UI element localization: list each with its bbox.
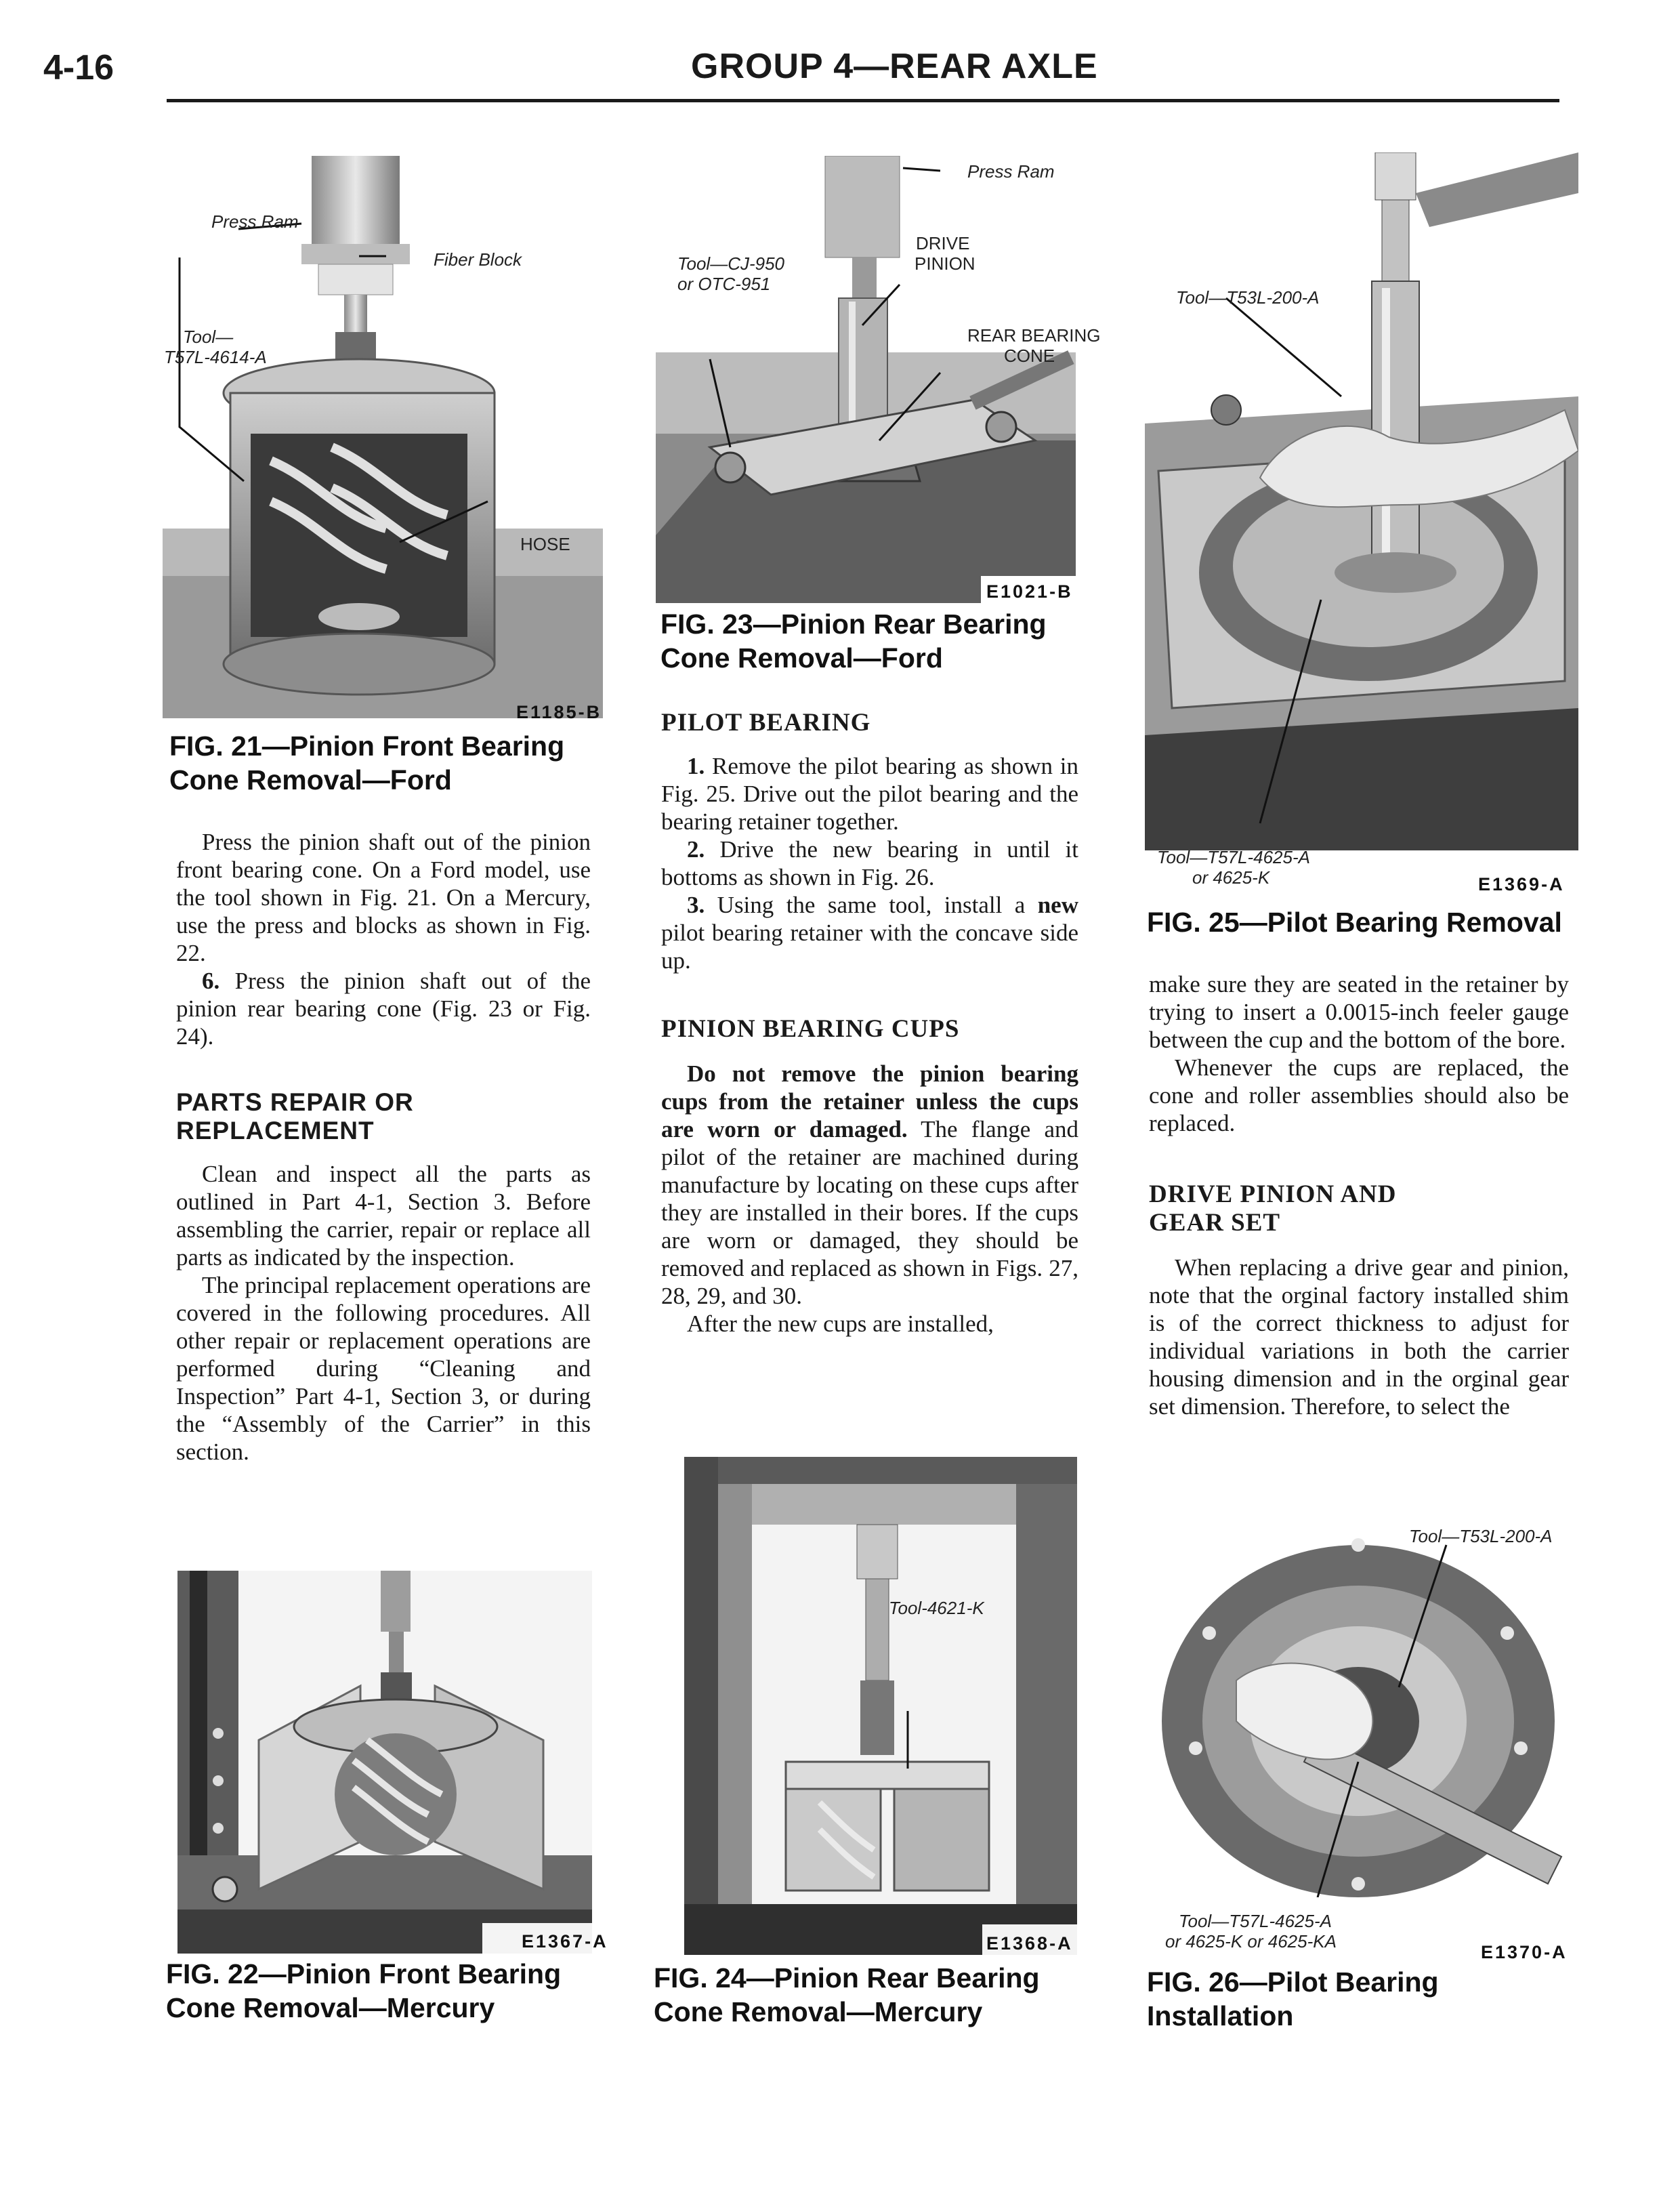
col1-step6-text: Press the pinion shaft out of the pinion rear bearing cone (Fig. 23 or Fig. 24). bbox=[176, 968, 591, 1050]
fig24-photo bbox=[684, 1457, 1077, 1955]
fig26-code: E1370-A bbox=[1481, 1942, 1568, 1962]
col1-step6 bbox=[176, 967, 591, 1050]
fig24-label-tool: Tool-4621-K bbox=[889, 1598, 984, 1618]
fig21-label-fiber-block: Fiber Block bbox=[434, 249, 522, 270]
col1-para1: Press the pinion shaft out of the pinion front bearing cone. On a Ford model, use the tool shown in Fig. 21. On a Mercury, use the press and blocks as shown in Fig. 22. bbox=[176, 829, 591, 966]
fig23-label-tool-line1: Tool—CJ-950 bbox=[677, 253, 785, 274]
fig22-caption bbox=[166, 1957, 561, 2025]
col2-step3 bbox=[661, 891, 1078, 974]
fig21-label-tool-line1: Tool— bbox=[183, 327, 234, 347]
col1-heading-line2: REPLACEMENT bbox=[176, 1117, 375, 1144]
col2-cups-para bbox=[661, 1060, 1078, 1310]
col3-heading bbox=[1149, 1180, 1569, 1237]
col2-para-after: After the new cups are installed, bbox=[687, 1310, 994, 1337]
col2-step3-bold: new bbox=[1037, 892, 1078, 918]
fig25-label-tool-bottom-line1: Tool—T57L-4625-A bbox=[1157, 847, 1310, 867]
col2-text bbox=[661, 709, 1078, 1338]
col2-step3-text-b: pilot bearing retainer with the concave side up. bbox=[661, 920, 1078, 974]
col2-step2-text: Drive the new bearing in until it bottoms as shown in Fig. 26. bbox=[661, 836, 1078, 890]
fig26-caption-line1: FIG. 26—Pilot Bearing bbox=[1147, 1966, 1439, 1998]
col1-heading bbox=[176, 1088, 591, 1145]
col2-step2 bbox=[661, 835, 1078, 891]
col1-para3: The principal replacement operations are covered in the following procedures. All other repair or replacement operations are performed during “Cleaning and Inspection” Part 4-1, Section 3, or during the “Assembly of the Carrier” in this section. bbox=[176, 1272, 591, 1465]
fig24-caption-line2: Cone Removal—Mercury bbox=[654, 1996, 983, 2027]
fig23-label-rear-line2: CONE bbox=[1004, 346, 1055, 366]
fig22-photo bbox=[177, 1571, 592, 1954]
col1-para2: Clean and inspect all the parts as outlined in Part 4-1, Section 3. Before assembling the carrier, repair or replace all parts as indicated by the inspection. bbox=[176, 1161, 591, 1271]
fig23-label-press-ram: Press Ram bbox=[967, 161, 1055, 182]
fig22-caption-line1: FIG. 22—Pinion Front Bearing bbox=[166, 1958, 562, 1989]
fig26-label-tool-bottom-line2: or 4625-K or 4625-KA bbox=[1165, 1931, 1337, 1952]
fig24-caption-line1: FIG. 24—Pinion Rear Bearing bbox=[654, 1962, 1040, 1994]
fig23-caption bbox=[660, 607, 1047, 675]
fig23-photo bbox=[656, 156, 1076, 603]
col3-text bbox=[1149, 970, 1569, 1420]
col3-heading-line2: GEAR SET bbox=[1149, 1209, 1281, 1237]
fig26-caption-line2: Installation bbox=[1147, 2000, 1294, 2031]
col3-para1: make sure they are seated in the retainer by trying to insert a 0.0015-inch feeler gauge between the cup and the bottom of the bore. bbox=[1149, 971, 1569, 1053]
col1-step6-num: 6. bbox=[202, 968, 220, 994]
fig23-code: E1021-B bbox=[986, 581, 1073, 602]
col1-text bbox=[176, 828, 591, 1466]
page-number: 4-16 bbox=[43, 48, 114, 87]
header-rule bbox=[167, 99, 1559, 102]
fig21-label-tool-line2: T57L-4614-A bbox=[164, 347, 267, 367]
fig25-caption: FIG. 25—Pilot Bearing Removal bbox=[1147, 907, 1562, 938]
fig23-label-drive-line2: PINION bbox=[915, 253, 975, 274]
fig26-label-tool-top: Tool—T53L-200-A bbox=[1409, 1526, 1553, 1546]
fig21-label-press-ram: Press Ram bbox=[211, 211, 299, 232]
fig25-photo bbox=[1145, 152, 1578, 850]
fig22-caption-line2: Cone Removal—Mercury bbox=[166, 1992, 495, 2023]
fig23-caption-line1: FIG. 23—Pinion Rear Bearing bbox=[660, 608, 1047, 640]
fig23-label-tool-line2: or OTC-951 bbox=[677, 274, 771, 294]
fig22-code: E1367-A bbox=[522, 1931, 608, 1952]
fig24-code: E1368-A bbox=[986, 1933, 1073, 1954]
fig26-label-tool-bottom-line1: Tool—T57L-4625-A bbox=[1179, 1911, 1332, 1931]
col2-cups-text: The flange and pilot of the retainer are machined during manufacture by locating on these cups after they are installed in their bores. If the cups are worn or damaged, they should be removed and replaced as shown in Figs. 27, 28, 29, and 30. bbox=[661, 1116, 1078, 1309]
col3-para3: When replacing a drive gear and pinion, note that the orginal factory installed shim is of the correct thickness to adjust for individual variations in both the carrier housing dimension and in the orginal gear set dimension. Therefore, to select the bbox=[1149, 1254, 1569, 1420]
fig21-label-hose: HOSE bbox=[520, 534, 570, 554]
col2-step3-text-a: Using the same tool, install a bbox=[705, 892, 1038, 918]
col3-para2: Whenever the cups are replaced, the cone and roller assemblies should also be replaced. bbox=[1149, 1054, 1569, 1136]
col2-step1-text: Remove the pilot bearing as shown in Fig. 25. Drive out the pilot bearing and the bearing retainer together. bbox=[661, 753, 1078, 835]
col2-cups-bold: Do not remove the pinion bearing cups from the retainer unless the cups are worn or damaged. bbox=[661, 1060, 1078, 1142]
fig21-photo bbox=[163, 149, 603, 718]
fig21-code: E1185-B bbox=[516, 702, 602, 722]
col2-step1-num: 1. bbox=[687, 753, 705, 779]
fig26-caption bbox=[1147, 1965, 1439, 2033]
fig21-caption-line1: FIG. 21—Pinion Front Bearing bbox=[169, 730, 565, 762]
col3-heading-line1: DRIVE PINION AND bbox=[1149, 1180, 1397, 1208]
col2-step2-num: 2. bbox=[687, 836, 705, 863]
fig21-caption-line2: Cone Removal—Ford bbox=[169, 764, 452, 796]
col2-step3-num: 3. bbox=[687, 892, 705, 918]
col2-heading-pinion-bearing-cups: PINION BEARING CUPS bbox=[661, 1015, 960, 1043]
fig25-label-tool-bottom-line2: or 4625-K bbox=[1192, 867, 1270, 888]
fig25-label-tool-top: Tool—T53L-200-A bbox=[1176, 287, 1320, 308]
fig23-label-rear-line1: REAR BEARING bbox=[967, 325, 1101, 346]
fig23-caption-line2: Cone Removal—Ford bbox=[660, 642, 943, 674]
group-title: GROUP 4—REAR AXLE bbox=[691, 47, 1098, 86]
fig26-photo bbox=[1155, 1518, 1575, 1897]
col1-heading-line1: PARTS REPAIR OR bbox=[176, 1088, 414, 1116]
col2-heading-pilot-bearing: PILOT BEARING bbox=[661, 709, 871, 737]
col2-step1 bbox=[661, 752, 1078, 835]
fig21-caption bbox=[169, 729, 564, 797]
fig24-caption bbox=[654, 1961, 1040, 2029]
fig23-label-drive-line1: DRIVE bbox=[916, 233, 970, 253]
fig25-code: E1369-A bbox=[1478, 874, 1565, 894]
